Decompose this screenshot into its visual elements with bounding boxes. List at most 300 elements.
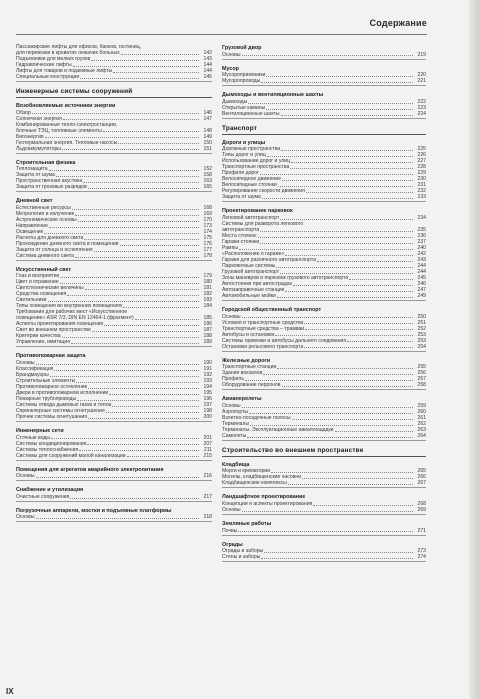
toc-entry-label: Профиль bbox=[222, 376, 244, 383]
toc-entry-page: 223 bbox=[417, 104, 426, 111]
toc-entry-page: 250 bbox=[417, 313, 426, 320]
toc-entry-label: Солнечная энергия bbox=[16, 115, 62, 122]
dot-leader bbox=[261, 558, 413, 559]
toc-entry-page: 148 bbox=[203, 127, 212, 134]
toc-entry-label: Требования для рабочих мест «Искусственное bbox=[16, 309, 128, 316]
dot-leader bbox=[293, 285, 413, 286]
toc-entry-label: Профили дорог bbox=[222, 170, 259, 177]
toc-entry-label: Обзор bbox=[16, 109, 31, 116]
dot-leader bbox=[32, 113, 199, 114]
dot-leader bbox=[304, 347, 413, 348]
toc-entry-page: 219 bbox=[417, 51, 426, 58]
toc-entry-page: 271 bbox=[417, 527, 426, 534]
dot-leader bbox=[113, 72, 199, 73]
toc-section bbox=[222, 493, 426, 515]
toc-entry-label: Мусоропроводы bbox=[222, 78, 261, 85]
toc-entry-label: Морги и крематории bbox=[222, 468, 271, 475]
toc-entry-label: Специальные конструкции bbox=[16, 74, 80, 80]
toc-entry-list bbox=[222, 215, 426, 301]
toc-part-heading: Транспорт bbox=[222, 125, 426, 135]
toc-entry-label: Терминалы. Эксплуатационные авиаплощадки bbox=[222, 426, 334, 433]
toc-entry-label: Дорожные пространства bbox=[222, 146, 281, 153]
toc-entry-label: Типы дорог и улиц bbox=[222, 152, 266, 159]
dot-leader bbox=[87, 444, 199, 445]
dot-leader bbox=[291, 162, 413, 163]
toc-entry-list bbox=[16, 166, 212, 192]
dot-leader bbox=[109, 394, 199, 395]
toc-entry-label: Аспекты проектирования освещения bbox=[16, 321, 104, 328]
toc-section-title: Авиаперелеты bbox=[222, 396, 262, 403]
toc-entry[interactable] bbox=[16, 339, 212, 345]
toc-entry[interactable] bbox=[16, 414, 212, 420]
toc-entry-list bbox=[16, 110, 212, 154]
dot-leader bbox=[281, 150, 413, 151]
dot-leader bbox=[49, 170, 199, 171]
toc-entry-page: 182 bbox=[203, 291, 212, 298]
toc-entry-label: Мусороприемники bbox=[222, 72, 266, 79]
toc-entry-label: Средства освещения bbox=[16, 291, 67, 298]
toc-section bbox=[222, 44, 426, 60]
dot-leader bbox=[94, 251, 199, 252]
toc-section-title: Грузовой двор bbox=[222, 45, 262, 51]
toc-entry-label: Велосипедное движение bbox=[222, 176, 281, 183]
toc-entry-page: 267 bbox=[417, 480, 426, 487]
toc-entry-label: освещение» ASR 7/3, DIN EN 12464-1 (фрагмент) bbox=[16, 315, 134, 322]
toc-section bbox=[16, 266, 212, 348]
toc-entry-list bbox=[16, 360, 212, 422]
dot-leader bbox=[280, 273, 413, 274]
toc-section bbox=[222, 306, 426, 352]
toc-entry-page: 184 bbox=[203, 303, 212, 310]
toc-entry-label: Подъемники для мелких грузов bbox=[16, 56, 91, 62]
toc-entry-label: Автомобильные мойки bbox=[222, 292, 276, 299]
toc-entry[interactable] bbox=[222, 480, 426, 486]
toc-entry-label: Астрономические основы bbox=[16, 216, 77, 223]
toc-entry-label: Сточные воды bbox=[16, 434, 51, 441]
dot-leader bbox=[123, 307, 199, 308]
dot-leader bbox=[62, 337, 199, 338]
toc-entry-page: 225 bbox=[417, 146, 426, 153]
dot-leader bbox=[317, 261, 413, 262]
toc-section-title: Погрузочные аппарели, мостки и подъемные платформы bbox=[16, 507, 172, 514]
toc-entry-label: Светильники bbox=[16, 297, 47, 304]
dot-leader bbox=[135, 319, 199, 320]
toc-entry-list bbox=[222, 501, 426, 515]
toc-section-title: Ландшафтное проектирование bbox=[222, 494, 306, 501]
dot-leader bbox=[106, 412, 199, 413]
dot-leader bbox=[242, 55, 413, 56]
dot-leader bbox=[238, 531, 413, 532]
toc-entry-label: Лифты для товаров и подземные лифты bbox=[16, 68, 113, 74]
toc-entry-page: 196 bbox=[203, 395, 212, 402]
toc-entry-label: Расчеты для дневного света bbox=[16, 234, 84, 241]
dot-leader bbox=[88, 388, 199, 389]
toc-entry-label: Свет во внешнем пространстве bbox=[16, 327, 91, 334]
dot-leader bbox=[277, 297, 413, 298]
toc-entry[interactable] bbox=[16, 146, 212, 152]
toc-entry-page: 186 bbox=[203, 321, 212, 328]
toc-entry-label: Типы освещения во внутренних помещениях bbox=[16, 303, 123, 310]
toc-entry-page: 240 bbox=[417, 244, 426, 251]
toc-section bbox=[222, 91, 426, 119]
toc-entry-page: 151 bbox=[203, 145, 212, 152]
toc-entry-label: Велосипедные стоянки bbox=[222, 182, 277, 189]
toc-entry-page: 254 bbox=[417, 343, 426, 350]
toc-entry[interactable] bbox=[222, 554, 426, 560]
toc-entry-label: Грузовой автотранспорт bbox=[222, 268, 280, 275]
toc-entry-label: Вентиляционные шахты bbox=[222, 110, 280, 117]
toc-entry-label: Аэропорты bbox=[222, 408, 249, 415]
dot-leader bbox=[260, 231, 413, 232]
page-number: IX bbox=[6, 687, 14, 696]
toc-entry-page: 177 bbox=[203, 246, 212, 253]
toc-entry-label: Автостоянки при автострадах bbox=[222, 280, 293, 287]
toc-section-title: Городской общественный транспорт bbox=[222, 306, 322, 313]
toc-entry-label: Очистные сооружения bbox=[16, 493, 70, 500]
toc-section bbox=[222, 520, 426, 536]
toc-entry-page: 262 bbox=[417, 420, 426, 427]
toc-entry-list bbox=[222, 72, 426, 86]
toc-entry[interactable] bbox=[222, 111, 426, 117]
dot-leader bbox=[75, 215, 199, 216]
toc-entry-page: 170 bbox=[203, 216, 212, 223]
toc-entry-page: 198 bbox=[203, 407, 212, 414]
toc-entry-list bbox=[222, 403, 426, 441]
dot-leader bbox=[285, 291, 413, 292]
toc-entry-page: 256 bbox=[417, 370, 426, 377]
toc-entry-label: Противопожарное остекление bbox=[16, 383, 88, 390]
toc-entry-label: Кладбищенские комплексы bbox=[222, 480, 287, 487]
toc-section bbox=[222, 139, 426, 203]
toc-entry-page: 231 bbox=[417, 182, 426, 189]
toc-entry-page: 264 bbox=[417, 432, 426, 439]
toc-entry-page: 229 bbox=[417, 170, 426, 177]
dot-leader bbox=[36, 364, 199, 365]
dot-leader bbox=[306, 192, 413, 193]
toc-entry-page: 176 bbox=[203, 240, 212, 247]
toc-entry-label: Основы bbox=[222, 313, 241, 320]
toc-entry-page: 226 bbox=[417, 152, 426, 159]
toc-entry[interactable] bbox=[222, 194, 426, 200]
toc-entry-page: 142 bbox=[203, 50, 212, 56]
dot-leader bbox=[242, 317, 413, 318]
toc-entry-label: Цвет и отражение bbox=[16, 279, 59, 286]
toc-entry-list bbox=[222, 146, 426, 202]
dot-leader bbox=[76, 382, 199, 383]
toc-left-column bbox=[16, 44, 212, 527]
toc-entry-page: 232 bbox=[417, 188, 426, 195]
toc-entry-page: 227 bbox=[417, 158, 426, 165]
toc-entry-label: Места стоянок bbox=[222, 232, 257, 239]
toc-entry-label: Ограды и заборы bbox=[222, 548, 264, 555]
dot-leader bbox=[292, 419, 413, 420]
toc-entry-label: Транспортные станции bbox=[222, 364, 277, 371]
toc-entry-label: Основы bbox=[16, 514, 35, 521]
toc-part-heading: Строительство во внешнем пространстве bbox=[222, 447, 426, 457]
dot-leader bbox=[258, 237, 414, 238]
dot-leader bbox=[242, 511, 413, 512]
toc-entry-page: 165 bbox=[203, 184, 212, 191]
toc-entry-page: 194 bbox=[203, 383, 212, 390]
dot-leader bbox=[267, 156, 413, 157]
toc-entry-label: Системы отвода дымовых газов и тепла bbox=[16, 401, 112, 408]
dot-leader bbox=[290, 168, 413, 169]
toc-entry-list bbox=[222, 364, 426, 390]
toc-section-title: Ограды bbox=[222, 541, 243, 548]
toc-section bbox=[16, 159, 212, 193]
toc-entry-page: 246 bbox=[417, 280, 426, 287]
dot-leader bbox=[54, 370, 199, 371]
dot-leader bbox=[313, 505, 413, 506]
toc-entry-page: 195 bbox=[203, 389, 212, 396]
dot-leader bbox=[302, 478, 413, 479]
toc-entry-label: Системы теплоснабжения bbox=[16, 446, 79, 453]
toc-entry-label: Основы bbox=[16, 473, 35, 480]
toc-entry-page: 253 bbox=[417, 337, 426, 344]
dot-leader bbox=[276, 267, 413, 268]
dot-leader bbox=[91, 60, 199, 61]
toc-entry-page: 245 bbox=[417, 274, 426, 281]
dot-leader bbox=[45, 137, 199, 138]
toc-entry-page: 163 bbox=[203, 178, 212, 185]
toc-entry[interactable] bbox=[16, 253, 212, 259]
toc-entry-page: 183 bbox=[203, 297, 212, 304]
toc-entry-page: 260 bbox=[417, 408, 426, 415]
toc-entry[interactable] bbox=[222, 293, 426, 299]
dot-leader bbox=[280, 219, 413, 220]
toc-entry-page: 190 bbox=[203, 359, 212, 366]
toc-entry-page: 268 bbox=[417, 500, 426, 507]
dot-leader bbox=[335, 431, 413, 432]
toc-section-title: Мусор bbox=[222, 65, 239, 72]
toc-entry-page: 145 bbox=[203, 74, 212, 80]
toc-entry-page: 234 bbox=[417, 214, 426, 221]
toc-entry-label: Защита от грозовых разрядов bbox=[16, 184, 87, 191]
toc-entry-page: 249 bbox=[417, 292, 426, 299]
toc-section-title: Противопожарная защита bbox=[16, 353, 86, 360]
toc-section bbox=[222, 65, 426, 87]
toc-entry-label: Легковой автотранспорт bbox=[222, 214, 280, 221]
toc-entry-page: 242 bbox=[417, 250, 426, 257]
dot-leader bbox=[36, 477, 199, 478]
toc-entry[interactable] bbox=[16, 473, 212, 479]
toc-entry-label: Системы для разворота легкового bbox=[222, 220, 304, 227]
toc-entry-label: Автобусы и остановки bbox=[222, 331, 275, 338]
dot-leader bbox=[92, 331, 199, 332]
toc-section bbox=[16, 197, 212, 261]
dot-leader bbox=[349, 279, 413, 280]
toc-entry-label: блочные ТЭЦ, топливные элементы bbox=[16, 127, 102, 134]
toc-section bbox=[16, 466, 212, 482]
dot-leader bbox=[260, 174, 413, 175]
toc-section bbox=[16, 486, 212, 502]
toc-entry-label: Самолеты bbox=[222, 432, 247, 439]
toc-entry-list bbox=[222, 314, 426, 352]
toc-entry-page: 144 bbox=[203, 62, 212, 68]
toc-entry-page: 263 bbox=[417, 426, 426, 433]
toc-entry-label: Основы bbox=[222, 51, 241, 58]
dot-leader bbox=[266, 109, 413, 110]
toc-entry-list bbox=[222, 528, 426, 536]
dot-leader bbox=[245, 380, 413, 381]
dot-leader bbox=[250, 425, 413, 426]
toc-entry-page: 193 bbox=[203, 377, 212, 384]
toc-entry[interactable] bbox=[16, 494, 212, 500]
toc-entry-page: 243 bbox=[417, 256, 426, 263]
dot-leader bbox=[281, 115, 414, 116]
toc-entry-label: Системы для сооружений малой канализации bbox=[16, 452, 126, 459]
dot-leader bbox=[247, 437, 413, 438]
dot-leader bbox=[112, 406, 199, 407]
dot-leader bbox=[249, 413, 413, 414]
title-divider bbox=[16, 34, 427, 35]
toc-entry-page: 201 bbox=[203, 434, 212, 441]
dot-leader bbox=[277, 368, 413, 369]
toc-entry-page: 257 bbox=[417, 376, 426, 383]
dot-leader bbox=[56, 176, 199, 177]
toc-entry-label: Автозаправочные станции bbox=[222, 286, 285, 293]
dot-leader bbox=[263, 374, 413, 375]
toc-entry-label: Классификация bbox=[16, 365, 54, 372]
toc-entry-label: Условия и транспортные средства bbox=[222, 319, 304, 326]
toc-entry-page: 185 bbox=[203, 315, 212, 322]
toc-entry-label: Пространственная акустика bbox=[16, 178, 83, 185]
dot-leader bbox=[285, 255, 413, 256]
toc-entry[interactable] bbox=[16, 184, 212, 190]
toc-section bbox=[16, 352, 212, 422]
toc-entry-page: 247 bbox=[417, 286, 426, 293]
toc-section-title: Проектирование парковок bbox=[222, 208, 293, 215]
toc-section bbox=[222, 207, 426, 301]
dot-leader bbox=[104, 325, 199, 326]
dot-leader bbox=[239, 249, 413, 250]
toc-section-title: Помещения для агрегатов аварийного электропитания bbox=[16, 466, 164, 473]
dot-leader bbox=[83, 182, 199, 183]
toc-entry-label: Основы bbox=[222, 402, 241, 409]
toc-entry-label: Управление, имитация bbox=[16, 339, 70, 346]
toc-section bbox=[222, 357, 426, 391]
toc-entry-list bbox=[16, 435, 212, 461]
toc-entry[interactable] bbox=[222, 344, 426, 350]
dot-leader bbox=[62, 149, 199, 150]
toc-section bbox=[16, 44, 212, 82]
toc-entry-page: 253 bbox=[417, 331, 426, 338]
toc-entry-page: 144 bbox=[203, 68, 212, 74]
dot-leader bbox=[305, 329, 413, 330]
dot-leader bbox=[80, 78, 199, 79]
dot-leader bbox=[121, 54, 199, 55]
toc-entry-page: 221 bbox=[417, 78, 426, 85]
toc-section-title: Дороги и улицы bbox=[222, 139, 266, 146]
toc-entry-page: 228 bbox=[417, 164, 426, 171]
toc-entry-page: 220 bbox=[417, 72, 426, 79]
toc-entry-page: 146 bbox=[203, 109, 212, 116]
toc-entry-page: 244 bbox=[417, 268, 426, 275]
dot-leader bbox=[77, 400, 199, 401]
toc-entry-list bbox=[222, 52, 426, 60]
toc-entry-label: Естественные ресурсы bbox=[16, 204, 71, 211]
toc-entry-label: Здания вокзалов bbox=[222, 370, 263, 377]
toc-section-title: Строительная физика bbox=[16, 159, 76, 166]
toc-entry-page: 191 bbox=[203, 365, 212, 372]
toc-entry[interactable] bbox=[222, 507, 426, 513]
toc-entry-page: 169 bbox=[203, 210, 212, 217]
toc-entry[interactable] bbox=[222, 382, 426, 388]
toc-entry[interactable] bbox=[222, 528, 426, 534]
toc-entry-page: 235 bbox=[417, 226, 426, 233]
toc-entry[interactable] bbox=[222, 433, 426, 439]
dot-leader bbox=[88, 418, 199, 419]
dot-leader bbox=[70, 498, 199, 499]
dot-leader bbox=[36, 518, 199, 519]
dot-leader bbox=[278, 186, 413, 187]
dot-leader bbox=[260, 243, 413, 244]
toc-entry-page: 179 bbox=[203, 273, 212, 280]
dot-leader bbox=[71, 343, 199, 344]
toc-entry[interactable] bbox=[222, 78, 426, 84]
toc-entry-page: 222 bbox=[417, 98, 426, 105]
toc-entry[interactable] bbox=[222, 52, 426, 58]
toc-entry-page: 200 bbox=[203, 413, 212, 420]
dot-leader bbox=[48, 301, 199, 302]
toc-entry-list bbox=[16, 473, 212, 481]
dot-leader bbox=[271, 472, 413, 473]
toc-entry-label: Открытые камины bbox=[222, 104, 266, 111]
toc-entry-page: 266 bbox=[417, 474, 426, 481]
toc-entry-list bbox=[16, 273, 212, 347]
dot-leader bbox=[120, 245, 199, 246]
toc-entry[interactable] bbox=[16, 453, 212, 459]
toc-entry-label: Метрология и излучение bbox=[16, 210, 75, 217]
toc-entry[interactable] bbox=[16, 74, 212, 80]
toc-entry[interactable] bbox=[16, 514, 212, 520]
toc-section-title: Снабжение и утилизация bbox=[16, 487, 84, 494]
dot-leader bbox=[275, 335, 413, 336]
dot-leader bbox=[266, 76, 413, 77]
toc-entry-label: Глаз и восприятие bbox=[16, 273, 60, 280]
dot-leader bbox=[242, 407, 413, 408]
toc-entry-label: Почвы bbox=[222, 527, 238, 534]
toc-entry-page: 197 bbox=[203, 401, 212, 408]
dot-leader bbox=[282, 386, 413, 387]
toc-entry-page: 211 bbox=[203, 446, 212, 453]
toc-entry-label: Брандмауэры bbox=[16, 371, 49, 378]
dot-leader bbox=[51, 438, 199, 439]
toc-entry-label: Защита от шума bbox=[222, 194, 261, 201]
dot-leader bbox=[103, 131, 199, 132]
toc-entry-page: 265 bbox=[417, 468, 426, 475]
toc-entry-list bbox=[16, 44, 212, 82]
toc-section-title: Земляные работы bbox=[222, 520, 272, 527]
dot-leader bbox=[67, 295, 199, 296]
toc-entry-page: 173 bbox=[203, 222, 212, 229]
toc-section-title: Дымоходы и вентиляционные шахты bbox=[222, 92, 324, 99]
toc-entry-page: 207 bbox=[203, 440, 212, 447]
toc-entry-label: Пожарные трубопроводы bbox=[16, 395, 77, 402]
toc-entry-label: «Расположение о гараже» bbox=[222, 250, 285, 257]
toc-entry-page: 192 bbox=[203, 371, 212, 378]
toc-section bbox=[16, 102, 212, 154]
toc-entry-label: Парковочные системы bbox=[222, 262, 276, 269]
toc-entry-label: Системы кондиционирования bbox=[16, 440, 87, 447]
toc-entry-list bbox=[222, 468, 426, 488]
toc-section-title: Искусственный свет bbox=[16, 266, 72, 273]
toc-entry-page: 259 bbox=[417, 402, 426, 409]
toc-entry-page: 244 bbox=[417, 262, 426, 269]
dot-leader bbox=[78, 221, 199, 222]
toc-entry-label: Теплозащита bbox=[16, 166, 48, 173]
toc-entry-label: Основы bbox=[222, 506, 241, 513]
